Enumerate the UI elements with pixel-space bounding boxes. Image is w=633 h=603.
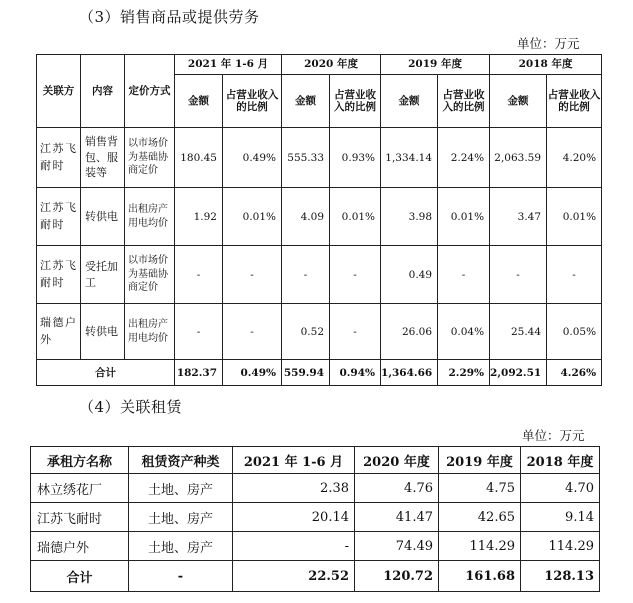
value-cell: 0.49% — [223, 128, 282, 188]
lessee-cell: 江苏飞耐时 — [31, 503, 129, 532]
lease-row — [31, 532, 600, 561]
total-cell: 2.29% — [438, 360, 490, 386]
party-cell: 江苏飞耐时 — [37, 188, 81, 246]
value-cell: - — [233, 532, 355, 561]
header-amount: 金额 — [490, 75, 547, 128]
content-cell: 销售背包、服装等 — [81, 128, 125, 188]
sales-row — [37, 246, 602, 304]
lease-row — [31, 474, 600, 503]
value-cell: 4.75 — [439, 474, 521, 503]
asset-type-cell: 土地、房产 — [129, 474, 233, 503]
value-cell: 180.45 — [175, 128, 223, 188]
value-cell: 0.93% — [330, 128, 381, 188]
value-cell: 4.20% — [547, 128, 602, 188]
header-party: 关联方 — [37, 55, 81, 128]
header-ratio: 占营业收入的比例 — [223, 75, 282, 128]
header-year: 2019 年度 — [439, 447, 521, 474]
total-label: 合计 — [31, 561, 129, 592]
value-cell: 20.14 — [233, 503, 355, 532]
value-cell: 2.38 — [233, 474, 355, 503]
value-cell: 4.70 — [521, 474, 600, 503]
header-amount: 金额 — [282, 75, 330, 128]
asset-type-cell: 土地、房产 — [129, 503, 233, 532]
header-content: 内容 — [81, 55, 125, 128]
total-cell: 128.13 — [521, 561, 600, 592]
header-amount: 金额 — [175, 75, 223, 128]
value-cell: 4.76 — [355, 474, 439, 503]
total-cell: 161.68 — [439, 561, 521, 592]
value-cell: 0.01% — [547, 188, 602, 246]
value-cell: 74.49 — [355, 532, 439, 561]
sales-table — [36, 54, 602, 386]
party-cell: 江苏飞耐时 — [37, 128, 81, 188]
lease-total-row — [31, 561, 600, 592]
sales-table-body — [37, 128, 602, 360]
total-cell: 0.94% — [330, 360, 381, 386]
section3-unit: 单位：万元 — [517, 36, 580, 51]
header-year: 2021 年 1-6 月 — [233, 447, 355, 474]
header-asset-type: 租赁资产种类 — [129, 447, 233, 474]
total-cell: 2,092.51 — [490, 360, 547, 386]
sales-row — [37, 304, 602, 360]
section4-unit: 单位：万元 — [522, 428, 585, 443]
value-cell: - — [175, 246, 223, 304]
header-lessee: 承租方名称 — [31, 447, 129, 474]
content-cell: 转供电 — [81, 304, 125, 360]
value-cell: - — [330, 304, 381, 360]
value-cell: 114.29 — [521, 532, 600, 561]
header-amount: 金额 — [381, 75, 438, 128]
party-cell: 瑞德户外 — [37, 304, 81, 360]
value-cell: - — [223, 304, 282, 360]
header-year: 2018 年度 — [521, 447, 600, 474]
total-cell: 120.72 — [355, 561, 439, 592]
section4-title: （4）关联租赁 — [79, 398, 183, 416]
value-cell: - — [330, 246, 381, 304]
value-cell: 26.06 — [381, 304, 438, 360]
value-cell: 4.09 — [282, 188, 330, 246]
total-cell: 22.52 — [233, 561, 355, 592]
asset-type-cell: 土地、房产 — [129, 532, 233, 561]
value-cell: 41.47 — [355, 503, 439, 532]
total-cell: 4.26% — [547, 360, 602, 386]
header-ratio: 占营业收入的比例 — [547, 75, 602, 128]
method-cell: 出租房产用电均价 — [125, 188, 175, 246]
content-cell: 受托加工 — [81, 246, 125, 304]
value-cell: 2,063.59 — [490, 128, 547, 188]
value-cell: 2.24% — [438, 128, 490, 188]
sales-row — [37, 188, 602, 246]
value-cell: 0.05% — [547, 304, 602, 360]
header-year: 2021 年 1-6 月 — [175, 55, 282, 75]
lease-table-body — [31, 474, 600, 561]
header-year: 2018 年度 — [490, 55, 602, 75]
value-cell: - — [282, 246, 330, 304]
value-cell: 0.52 — [282, 304, 330, 360]
header-year: 2020 年度 — [282, 55, 381, 75]
value-cell: 114.29 — [439, 532, 521, 561]
lessee-cell: 林立绣花厂 — [31, 474, 129, 503]
total-type: - — [129, 561, 233, 592]
value-cell: 555.33 — [282, 128, 330, 188]
total-cell: 559.94 — [282, 360, 330, 386]
value-cell: 0.04% — [438, 304, 490, 360]
value-cell: 0.01% — [330, 188, 381, 246]
section3-title: （3）销售商品或提供劳务 — [79, 8, 260, 26]
header-method: 定价方式 — [125, 55, 175, 128]
lease-row — [31, 503, 600, 532]
value-cell: - — [547, 246, 602, 304]
value-cell: - — [490, 246, 547, 304]
value-cell: 9.14 — [521, 503, 600, 532]
sales-row — [37, 128, 602, 188]
method-cell: 以市场价为基础协商定价 — [125, 128, 175, 188]
lease-table — [30, 446, 600, 592]
value-cell: 1.92 — [175, 188, 223, 246]
header-year: 2019 年度 — [381, 55, 490, 75]
value-cell: 0.01% — [438, 188, 490, 246]
sales-total-row — [37, 360, 602, 386]
header-ratio: 占营业收入的比例 — [330, 75, 381, 128]
lessee-cell: 瑞德户外 — [31, 532, 129, 561]
value-cell: 1,334.14 — [381, 128, 438, 188]
method-cell: 出租房产用电均价 — [125, 304, 175, 360]
value-cell: 25.44 — [490, 304, 547, 360]
value-cell: 0.01% — [223, 188, 282, 246]
total-cell: 0.49% — [223, 360, 282, 386]
value-cell: 3.98 — [381, 188, 438, 246]
method-cell: 以市场价为基础协商定价 — [125, 246, 175, 304]
value-cell: 3.47 — [490, 188, 547, 246]
value-cell: 42.65 — [439, 503, 521, 532]
content-cell: 转供电 — [81, 188, 125, 246]
value-cell: - — [438, 246, 490, 304]
header-year: 2020 年度 — [355, 447, 439, 474]
total-cell: 182.37 — [175, 360, 223, 386]
party-cell: 江苏飞耐时 — [37, 246, 81, 304]
header-ratio: 占营业收入的比例 — [438, 75, 490, 128]
value-cell: - — [223, 246, 282, 304]
value-cell: 0.49 — [381, 246, 438, 304]
total-cell: 1,364.66 — [381, 360, 438, 386]
total-label: 合计 — [37, 360, 175, 386]
value-cell: - — [175, 304, 223, 360]
